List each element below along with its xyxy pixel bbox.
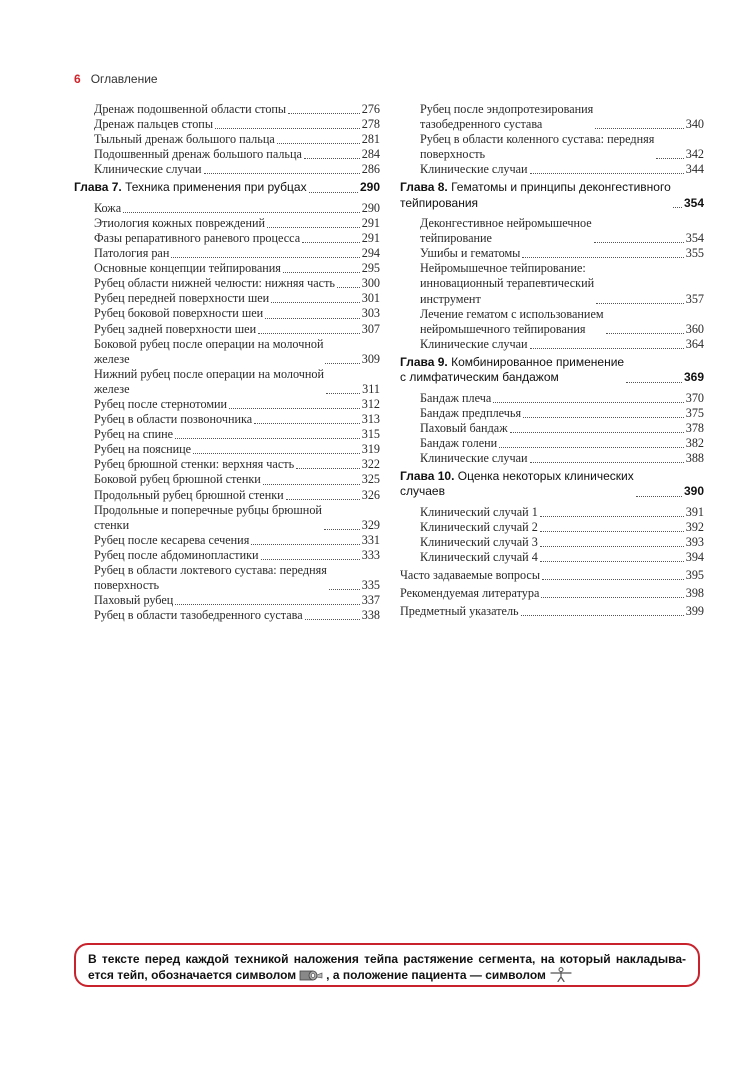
toc-entry-title: Клинический случай 4 bbox=[420, 549, 538, 564]
toc-page-number: 360 bbox=[685, 321, 704, 336]
toc-entry bbox=[400, 505, 704, 520]
toc-chapter-label: Глава 10. bbox=[400, 468, 455, 483]
toc-entry bbox=[400, 261, 704, 306]
toc-entry-title: Часто задаваемые вопросы bbox=[400, 567, 541, 582]
toc-chapter-entry bbox=[400, 469, 704, 500]
toc-entry bbox=[74, 322, 380, 337]
toc-entry bbox=[400, 246, 704, 261]
toc-page-number: 354 bbox=[685, 231, 704, 246]
toc-entry-title: Рубец передней поверхности шеи bbox=[94, 291, 270, 306]
toc-page-number: 354 bbox=[683, 195, 704, 210]
toc-entry bbox=[74, 147, 380, 162]
toc-page-number: 319 bbox=[361, 442, 380, 457]
toc-entry bbox=[74, 261, 380, 276]
toc-dot-leader bbox=[263, 484, 360, 485]
toc-entry-title: Тыльный дренаж большого пальца bbox=[94, 132, 275, 147]
toc-dot-leader bbox=[656, 158, 683, 159]
toc-entry bbox=[400, 102, 704, 132]
toc-dot-leader bbox=[302, 242, 360, 243]
toc-entry-title: Рубец в области локтевого сустава: передняя поверхность bbox=[94, 563, 327, 593]
toc-dot-leader bbox=[540, 516, 684, 517]
toc-entry-title: Продольные и поперечные рубцы брюшной стенки bbox=[94, 502, 322, 532]
toc-entry bbox=[74, 367, 380, 397]
toc-entry-title: Рубец области нижней челюсти: нижняя часть bbox=[94, 276, 335, 291]
toc-page-number: 303 bbox=[361, 306, 380, 321]
toc-chapter-title bbox=[400, 180, 671, 211]
toc-page-number: 326 bbox=[361, 487, 380, 502]
notice-box bbox=[74, 943, 700, 987]
toc-entry bbox=[400, 550, 704, 565]
toc-page-number: 322 bbox=[361, 457, 380, 472]
toc-dot-leader bbox=[271, 302, 360, 303]
toc-entry bbox=[74, 563, 380, 593]
toc-page-number: 312 bbox=[361, 396, 380, 411]
notice-text-middle: , а положение пациента — символом bbox=[326, 968, 546, 982]
toc-dot-leader bbox=[286, 499, 360, 500]
toc-page-number: 290 bbox=[359, 180, 380, 195]
toc-dot-leader bbox=[594, 242, 684, 243]
toc-entry bbox=[400, 391, 704, 406]
toc-dot-leader bbox=[305, 619, 360, 620]
toc-entry-title: Рубец после кесарева сечения bbox=[94, 532, 250, 547]
toc-page-number: 388 bbox=[685, 450, 704, 465]
toc-dot-leader bbox=[522, 257, 683, 258]
toc-entry-title: Деконгестивное нейромышечное тейпирование bbox=[420, 216, 592, 246]
toc-entry bbox=[74, 132, 380, 147]
toc-page-number: 344 bbox=[685, 162, 704, 177]
toc-entry-title: Рубец в области коленного сустава: передняя поверхность bbox=[420, 132, 655, 162]
toc-page-number: 278 bbox=[361, 117, 380, 132]
toc-entry bbox=[74, 117, 380, 132]
toc-entry-title: Рубец задней поверхности шеи bbox=[94, 321, 257, 336]
notice-text-before: В тексте перед каждой техникой наложения тейпа растяжение сегмента, на который накладыва-ется тейп, обозначается символом bbox=[88, 952, 686, 982]
toc-entry-title: Паховый рубец bbox=[94, 593, 174, 608]
toc-entry bbox=[74, 201, 380, 216]
toc-dot-leader bbox=[254, 423, 360, 424]
toc-page-number: 291 bbox=[361, 215, 380, 230]
toc-page-number: 399 bbox=[685, 604, 704, 619]
toc-chapter-title bbox=[74, 180, 307, 195]
toc-entry bbox=[74, 488, 380, 503]
toc-dot-leader bbox=[326, 393, 360, 394]
toc-entry-title: Основные концепции тейпирования bbox=[94, 261, 281, 276]
toc-entry-title: Рубец после эндопротезирования тазобедренного сустава bbox=[420, 102, 594, 132]
toc-entry bbox=[74, 593, 380, 608]
toc-dot-leader bbox=[626, 382, 682, 383]
toc-entry-title: Рубец брюшной стенки: верхняя часть bbox=[94, 457, 295, 472]
toc-entry bbox=[74, 276, 380, 291]
toc-dot-leader bbox=[193, 453, 360, 454]
toc-chapter-title bbox=[400, 355, 624, 386]
toc-entry bbox=[400, 132, 704, 162]
toc-page-number: 294 bbox=[361, 246, 380, 261]
toc-page-number: 301 bbox=[361, 291, 380, 306]
toc-dot-leader bbox=[171, 257, 359, 258]
toc-entry bbox=[74, 216, 380, 231]
toc-dot-leader bbox=[595, 128, 683, 129]
toc-page-number: 309 bbox=[361, 351, 380, 366]
toc-dot-leader bbox=[596, 303, 684, 304]
toc-entry-title: Нижний рубец после операции на молочной железе bbox=[94, 366, 325, 396]
toc-page-number: 340 bbox=[685, 117, 704, 132]
toc-page-number: 335 bbox=[361, 578, 380, 593]
toc-page-number: 390 bbox=[683, 484, 704, 499]
toc-entry bbox=[74, 472, 380, 487]
toc-dot-leader bbox=[267, 227, 360, 228]
toc-entry bbox=[400, 162, 704, 177]
toc-dot-leader bbox=[510, 432, 684, 433]
toc-entry bbox=[74, 231, 380, 246]
toc-page-number: 394 bbox=[685, 549, 704, 564]
toc-page-number: 398 bbox=[685, 586, 704, 601]
toc-page-number: 291 bbox=[361, 230, 380, 245]
toc-dot-leader bbox=[541, 597, 683, 598]
toc-entry-title: Лечение гематом с использованием нейромышечного тейпирования bbox=[420, 306, 604, 336]
toc-dot-leader bbox=[337, 287, 360, 288]
toc-page-number: 393 bbox=[685, 534, 704, 549]
toc-chapter-name: Гематомы и принципы деконгестивного тейпирования bbox=[400, 180, 671, 210]
toc-dot-leader bbox=[175, 438, 360, 439]
toc-entry-title: Клинические случаи bbox=[420, 450, 528, 465]
toc-page-number: 331 bbox=[361, 532, 380, 547]
toc-entry bbox=[400, 520, 704, 535]
toc-dot-leader bbox=[251, 544, 359, 545]
toc-entry-title: Клинический случай 2 bbox=[420, 519, 538, 534]
toc-dot-leader bbox=[521, 615, 684, 616]
toc-entry-title: Кожа bbox=[94, 200, 122, 215]
toc-entry bbox=[400, 586, 704, 601]
toc-dot-leader bbox=[265, 318, 360, 319]
toc-entry bbox=[74, 162, 380, 177]
toc-entry-title: Рубец на спине bbox=[94, 427, 174, 442]
toc-entry-title: Рубец после абдоминопластики bbox=[94, 547, 259, 562]
toc-entry bbox=[74, 503, 380, 533]
toc-dot-leader bbox=[530, 348, 684, 349]
toc-page-number: 276 bbox=[361, 102, 380, 116]
toc-chapter-entry bbox=[400, 180, 704, 211]
toc-right-column bbox=[400, 102, 704, 622]
toc-entry-title: Бандаж плеча bbox=[420, 390, 492, 405]
toc-entry-title: Боковой рубец брюшной стенки bbox=[94, 472, 261, 487]
toc-entry-title: Бандаж голени bbox=[420, 435, 498, 450]
page-number: 6 bbox=[74, 72, 81, 86]
toc-chapter-name: Комбинированное применение с лимфатическим бандажом bbox=[400, 354, 625, 385]
toc-dot-leader bbox=[325, 363, 359, 364]
toc-page-number: 392 bbox=[685, 519, 704, 534]
toc-chapter-label: Глава 7. bbox=[74, 180, 122, 195]
toc-entry-title: Продольный рубец брюшной стенки bbox=[94, 487, 284, 502]
toc-entry bbox=[74, 246, 380, 261]
toc-page-number: 338 bbox=[361, 608, 380, 623]
toc-entry bbox=[74, 291, 380, 306]
toc-dot-leader bbox=[499, 447, 684, 448]
toc-page-number: 300 bbox=[361, 276, 380, 291]
toc-entry-title: Дренаж подошвенной области стопы bbox=[94, 102, 287, 116]
toc-entry bbox=[74, 457, 380, 472]
toc-page-number: 378 bbox=[685, 420, 704, 435]
toc-entry bbox=[74, 337, 380, 367]
toc-dot-leader bbox=[304, 158, 360, 159]
toc-page-number: 333 bbox=[361, 547, 380, 562]
toc-page-number: 307 bbox=[361, 321, 380, 336]
toc-dot-leader bbox=[636, 496, 682, 497]
toc-chapter-name: Техника применения при рубцах bbox=[125, 180, 307, 195]
toc-page-number: 313 bbox=[361, 412, 380, 427]
toc-entry-title: Ушибы и гематомы bbox=[420, 246, 521, 261]
toc-entry bbox=[400, 216, 704, 246]
toc-entry-title: Бандаж предплечья bbox=[420, 405, 522, 420]
toc-page-number: 290 bbox=[361, 200, 380, 215]
toc-entry bbox=[400, 337, 704, 352]
toc-entry-title: Клинический случай 3 bbox=[420, 534, 538, 549]
toc-chapter-label: Глава 8. bbox=[400, 180, 448, 195]
toc-dot-leader bbox=[523, 417, 684, 418]
toc-entry-title: Рекомендуемая литература bbox=[400, 586, 540, 601]
toc-entry-title: Рубец на пояснице bbox=[94, 442, 192, 457]
toc-entry-title: Предметный указатель bbox=[400, 604, 519, 619]
toc-entry-title: Рубец в области позвоночника bbox=[94, 412, 253, 427]
toc-page-number: 382 bbox=[685, 435, 704, 450]
toc-entry bbox=[74, 442, 380, 457]
toc-dot-leader bbox=[542, 579, 684, 580]
toc-entry-title: Боковой рубец после операции на молочной железе bbox=[94, 336, 324, 366]
toc-entry bbox=[400, 451, 704, 466]
toc-entry bbox=[400, 307, 704, 337]
toc-entry bbox=[74, 397, 380, 412]
toc-dot-leader bbox=[540, 531, 684, 532]
toc-dot-leader bbox=[324, 529, 360, 530]
toc-page-number: 369 bbox=[683, 370, 704, 385]
toc-entry-title: Рубец боковой поверхности шеи bbox=[94, 306, 264, 321]
toc-entry-title: Фазы репаративного раневого процесса bbox=[94, 230, 301, 245]
toc-entry bbox=[74, 548, 380, 563]
toc-entry-title: Клинический случай 1 bbox=[420, 504, 538, 519]
toc-page-number: 370 bbox=[685, 390, 704, 405]
toc-page-number: 337 bbox=[361, 593, 380, 608]
toc-page-number: 284 bbox=[361, 147, 380, 162]
toc-entry bbox=[400, 535, 704, 550]
toc-entry-title: Подошвенный дренаж большого пальца bbox=[94, 147, 302, 162]
toc-page-number: 329 bbox=[361, 517, 380, 532]
toc-entry-title: Рубец в области тазобедренного сустава bbox=[94, 608, 303, 623]
toc-dot-leader bbox=[530, 173, 684, 174]
toc-page-number: 311 bbox=[362, 381, 380, 396]
toc-entry bbox=[74, 427, 380, 442]
toc-entry bbox=[400, 568, 704, 583]
toc-page-number: 391 bbox=[685, 504, 704, 519]
toc-entry-title: Нейромышечное тейпирование: инновационный терапевтический инструмент bbox=[420, 261, 595, 306]
toc-dot-leader bbox=[329, 589, 360, 590]
toc-dot-leader bbox=[261, 559, 360, 560]
toc-entry-title: Патология ран bbox=[94, 246, 170, 261]
toc-page-number: 355 bbox=[685, 246, 704, 261]
toc-page-number: 315 bbox=[361, 427, 380, 442]
toc-chapter-label: Глава 9. bbox=[400, 354, 448, 369]
toc-page-number: 395 bbox=[685, 567, 704, 582]
toc-chapter-title bbox=[400, 469, 634, 500]
toc-dot-leader bbox=[175, 604, 359, 605]
toc-dot-leader bbox=[229, 408, 360, 409]
toc-entry-title: Этиология кожных повреждений bbox=[94, 215, 266, 230]
toc-dot-leader bbox=[258, 333, 360, 334]
toc-entry bbox=[400, 604, 704, 619]
toc-page-number: 295 bbox=[361, 261, 380, 276]
patient-position-icon bbox=[549, 967, 573, 982]
toc-entry bbox=[400, 436, 704, 451]
toc-entry bbox=[400, 421, 704, 436]
toc-entry-title: Клинические случаи bbox=[94, 162, 202, 177]
toc-dot-leader bbox=[277, 143, 360, 144]
toc-chapter-entry bbox=[400, 355, 704, 386]
toc-dot-leader bbox=[215, 128, 360, 129]
toc-dot-leader bbox=[493, 402, 683, 403]
toc-entry-title: Клинические случаи bbox=[420, 336, 528, 351]
toc-dot-leader bbox=[296, 468, 360, 469]
toc-entry bbox=[74, 306, 380, 321]
toc-page-number: 286 bbox=[361, 162, 380, 177]
toc-entry-title: Рубец после стернотомии bbox=[94, 396, 228, 411]
toc-entry bbox=[74, 608, 380, 623]
toc-entry-title: Клинические случаи bbox=[420, 162, 528, 177]
toc-dot-leader bbox=[606, 333, 684, 334]
toc-dot-leader bbox=[673, 207, 682, 208]
toc-entry bbox=[400, 406, 704, 421]
tape-roll-icon bbox=[299, 969, 323, 981]
toc-page-number: 325 bbox=[361, 472, 380, 487]
toc-entry-title: Дренаж пальцев стопы bbox=[94, 117, 214, 132]
toc-entry-title: Паховый бандаж bbox=[420, 420, 508, 435]
toc-chapter-name: Оценка некоторых клинических случаев bbox=[400, 468, 634, 499]
toc-page-number: 375 bbox=[685, 405, 704, 420]
toc-dot-leader bbox=[283, 272, 360, 273]
toc-dot-leader bbox=[288, 113, 360, 114]
page-header bbox=[74, 72, 158, 86]
toc-dot-leader bbox=[540, 546, 684, 547]
toc-dot-leader bbox=[309, 192, 358, 193]
header-title: Оглавление bbox=[90, 72, 158, 86]
toc-page-number: 364 bbox=[685, 336, 704, 351]
toc-left-column bbox=[74, 102, 380, 623]
toc-entry bbox=[74, 102, 380, 117]
toc-page-number: 357 bbox=[685, 291, 704, 306]
toc-dot-leader bbox=[530, 462, 684, 463]
toc-entry bbox=[74, 412, 380, 427]
toc-dot-leader bbox=[540, 561, 684, 562]
toc-page-number: 281 bbox=[361, 132, 380, 147]
toc-page-number: 342 bbox=[685, 147, 704, 162]
toc-chapter-entry bbox=[74, 180, 380, 195]
toc-dot-leader bbox=[123, 212, 360, 213]
toc-entry bbox=[74, 533, 380, 548]
toc-dot-leader bbox=[204, 173, 360, 174]
